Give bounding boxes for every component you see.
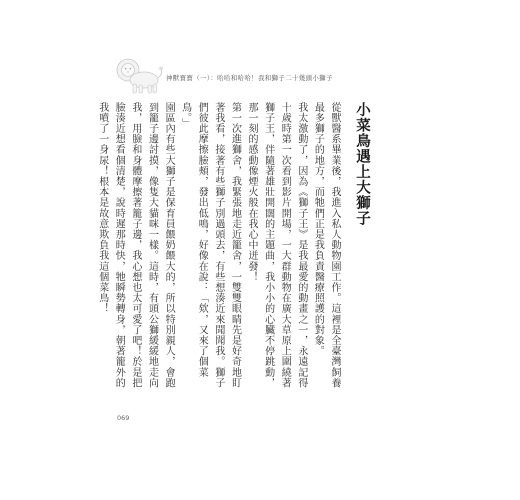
lion-icon (112, 56, 164, 96)
page-number: 069 (117, 414, 130, 422)
chapter-title: 小菜鳥遇上大獅子 (354, 102, 371, 226)
paragraph-1: 從獸醫系畢業後，我進入私人動物園工作。這裡是全臺灣飼養最多獅子的地方，而牠們正是我負責醫療照護的對象。 (312, 102, 340, 389)
paragraph-3: 第一次進獅舍，我緊張地走近籠舍，一雙雙眼睛先是好奇地盯著我看，接著有些獅子別過頭去，有些想湊近來聞聞我。獅子們彼此摩擦臉頰，發出低鳴，好像在說：「欸，又來了個菜鳥。」 (179, 102, 241, 389)
body-text (96, 102, 342, 392)
running-head: 神獸寶寶（一）：哈哈和哈哈！我和獅子二十幾頭小獅子 (166, 74, 333, 82)
paragraph-4: 園區內有些大獅子是保育員餵奶餵大的，所以特別親人，會跑到籠子邊討摸，像隻大貓咪一樣。這時，有頭公獅緩緩地走向我，用臉和身體摩擦著籠子邊，我心想也太可愛了吧！於是把臉湊近想看個清楚，說時遲那時快，牠瞬勢轉身，朝著籠外的我噴了一身尿！根本是故意欺負我這個菜鳥！ (96, 102, 175, 389)
paragraph-2: 我太激動了，因為《獅子王》是我最愛的動畫之一，永遠記得十歲時第一次看到影片開場，一大群動物在廣大草原上圍繞著獅子王，伴隨著雄壯開闊的主題曲，我小小的心臟不停跳動，那一刻的感動像煙火般在我心中迸發！ (246, 102, 307, 389)
